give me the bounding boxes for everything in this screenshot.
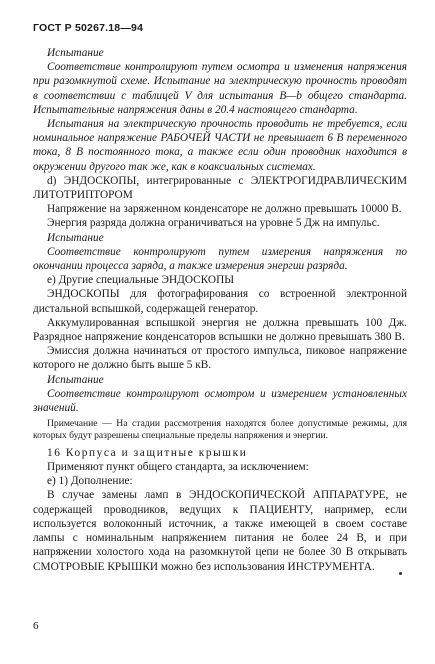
paragraph: Соответствие контролируют путем осмотра и изменения напряжения при разомкнутой схеме. Испытание на электрическую прочность проводят в соответствии с таблицей V для испытания B—b общего стандарта. Испытательные напряжения даны в 20.4 настоящего стандарта. <box>33 61 407 116</box>
paragraph: Энергия разряда должна ограничиваться на уровне 5 Дж на импульс. <box>47 217 380 230</box>
page-number: 6 <box>33 620 39 632</box>
item-heading: e) Другие специальные ЭНДОСКОПЫ <box>47 274 235 287</box>
document-header: ГОСТ Р 50267.18—94 <box>33 22 144 34</box>
paragraph: Соответствие контролируют путем измерения напряжения по окончании процесса заряда, а также измерения энергии разряда. <box>33 245 407 273</box>
section-heading: 16 Корпуса и защитные крышки <box>47 446 248 459</box>
paragraph: Соответствие контролируют осмотром и измерением установленных значений. <box>33 387 407 415</box>
paragraph: В случае замены ламп в ЭНДОСКОПИЧЕСКОЙ АППАРАТУРЕ, не содержащей проводников, ведущих к ПАЦИЕНТУ, например, если используется волоконный источник, а также имеющей в своем составе лампы с номинальным напряжением питания не более 24 В, и при напряжении холостого хода на разомкнутой цепи не более 30 В открывать СМОТРОВЫЕ КРЫШКИ можно без использования ИНСТРУМЕНТА. <box>33 489 407 573</box>
speck <box>399 572 402 575</box>
paragraph: Напряжение на заряженном конденсаторе не должно превышать 10000 В. <box>47 203 402 216</box>
test-heading: Испытание <box>47 47 104 59</box>
document-body <box>33 46 407 574</box>
test-heading: Испытание <box>47 231 104 244</box>
paragraph: Аккумулированная вспышкой энергия не должна превышать 100 Дж. Разрядное напряжение конденсаторов вспышки не должно превышать 380 В. <box>33 316 407 344</box>
note: Примечание — На стадии рассмотрения находятся более допустимые режимы, для которых будут разрешены специальные пределы напряжения и энергии. <box>33 418 407 442</box>
paragraph: ЭНДОСКОПЫ для фотографирования со встроенной электронной дистальной вспышкой, содержащей генератор. <box>33 288 407 315</box>
test-heading: Испытание <box>47 373 104 386</box>
paragraph: Испытания на электрическую прочность проводить не требуется, если номинальное напряжение РАБОЧЕЙ ЧАСТИ не превышает 6 В переменного тока, 8 В постоянного тока, а также если один проводник находится в окружении другого так же, как в коаксиальных системах. <box>33 118 407 173</box>
paragraph: Эмиссия должна начинаться от простого импульса, пиковое напряжение которого не должно быть выше 5 кВ. <box>33 345 407 372</box>
paragraph: Применяют пункт общего стандарта, за исключением: <box>47 461 309 474</box>
item-heading: d) ЭНДОСКОПЫ, интегрированные с ЭЛЕКТРОГИДРАВЛИЧЕСКИМ ЛИТОТРИПТОРОМ <box>33 174 407 202</box>
paragraph: e) 1) Дополнение: <box>47 475 133 488</box>
